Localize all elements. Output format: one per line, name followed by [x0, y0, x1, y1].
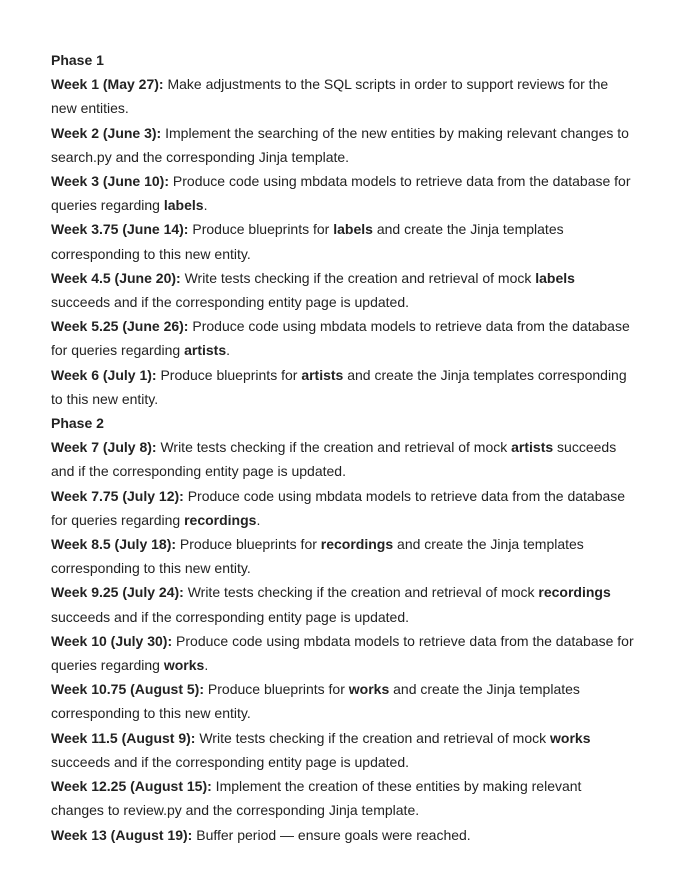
week-label: Week 3 (June 10): — [51, 173, 170, 190]
week-label: Week 3.75 (June 14): — [51, 221, 189, 238]
entry-text: Produce code using mbdata models to retrieve data from the database for queries regarding — [51, 318, 630, 359]
week-label: Week 10 (July 30): — [51, 632, 173, 649]
entry-text: succeeds and if the corresponding entity page is updated. — [51, 439, 617, 480]
week-label: Week 6 (July 1): — [51, 366, 157, 383]
entry-text: Produce code using mbdata models to retrieve data from the database for queries regarding — [51, 487, 626, 528]
entry-text: Write tests checking if the creation and retrieval of mock — [156, 439, 512, 456]
entry-text: . — [203, 197, 208, 214]
week-label: Week 1 (May 27): — [51, 76, 164, 93]
schedule-entry — [51, 532, 636, 580]
week-label: Week 4.5 (June 20): — [51, 269, 181, 286]
schedule-entry — [51, 677, 636, 725]
entity-name: artists — [301, 366, 344, 383]
schedule-entry — [51, 72, 636, 120]
schedule-entry — [51, 363, 636, 411]
week-label: Week 5.25 (June 26): — [51, 318, 189, 335]
week-label: Week 11.5 (August 9): — [51, 729, 196, 746]
entry-text: Implement the searching of the new entities by making relevant changes to search.py and the corresponding Jinja template. — [51, 124, 629, 165]
schedule-entry — [51, 121, 636, 169]
schedule-entry — [51, 484, 636, 532]
entry-text: and create the Jinja templates corresponding to this new entity. — [51, 536, 584, 577]
entity-name: works — [163, 657, 205, 674]
schedule-entry — [51, 169, 636, 217]
schedule-entry — [51, 726, 636, 774]
entity-name: recordings — [184, 511, 257, 528]
entity-name: labels — [535, 269, 575, 286]
document-page — [51, 48, 636, 847]
entry-text: Make adjustments to the SQL scripts in order to support reviews for the new entities. — [51, 76, 609, 117]
entry-text: Produce blueprints for — [176, 536, 321, 553]
entry-text: . — [226, 342, 230, 359]
entity-name: artists — [184, 342, 227, 359]
entity-name: works — [348, 681, 390, 698]
entry-text: and create the Jinja templates corresponding to this new entity. — [51, 221, 564, 262]
schedule-entry — [51, 629, 636, 677]
entry-text: succeeds and if the corresponding entity page is updated. — [51, 753, 410, 770]
entry-text: Implement the creation of these entities by making relevant changes to review.py and the corresponding Jinja template. — [51, 778, 582, 819]
entity-name: labels — [163, 197, 204, 214]
entry-text: . — [204, 657, 209, 674]
entity-name: recordings — [538, 584, 611, 601]
entity-name: artists — [511, 439, 554, 456]
entry-text: Write tests checking if the creation and retrieval of mock — [180, 269, 536, 286]
entry-text: Write tests checking if the creation and retrieval of mock — [195, 729, 551, 746]
entity-name: recordings — [320, 536, 394, 553]
entry-text: and create the Jinja templates corresponding to this new entity. — [51, 681, 580, 722]
schedule-entry — [51, 774, 636, 822]
week-label: Week 12.25 (August 15): — [51, 778, 212, 795]
week-label: Week 8.5 (July 18): — [51, 536, 177, 553]
entry-text: Produce blueprints for — [156, 366, 302, 383]
entry-text: and create the Jinja templates corresponding to this new entity. — [51, 366, 627, 407]
schedule-entry — [51, 314, 636, 362]
entry-text: Produce blueprints for — [204, 681, 349, 698]
entry-text: Produce code using mbdata models to retrieve data from the database for queries regarding — [51, 632, 634, 674]
schedule-entry — [51, 435, 636, 483]
schedule-entry — [51, 217, 636, 265]
week-label: Week 9.25 (July 24): — [51, 584, 184, 601]
phase-heading: Phase 1 — [51, 52, 104, 68]
entity-name: labels — [333, 221, 373, 238]
entity-name: works — [550, 729, 591, 746]
entry-text: succeeds and if the corresponding entity page is updated. — [51, 294, 410, 311]
entry-text: Produce blueprints for — [188, 221, 334, 238]
schedule-entry — [51, 823, 636, 847]
week-label: Week 13 (August 19): — [51, 826, 193, 843]
entry-text: Produce code using mbdata models to retrieve data from the database for queries regarding — [51, 173, 631, 214]
entry-text: succeeds and if the corresponding entity page is updated. — [51, 608, 410, 625]
entry-text: Write tests checking if the creation and retrieval of mock — [183, 584, 539, 601]
week-label: Week 7 (July 8): — [51, 439, 157, 456]
phase-heading: Phase 2 — [51, 415, 104, 432]
entry-text: Buffer period — ensure goals were reached. — [192, 826, 471, 843]
week-label: Week 7.75 (July 12): — [51, 487, 184, 504]
schedule-entry — [51, 580, 636, 628]
week-label: Week 2 (June 3): — [51, 124, 162, 141]
schedule-entry — [51, 266, 636, 314]
week-label: Week 10.75 (August 5): — [51, 681, 205, 698]
entry-text: . — [256, 511, 261, 528]
